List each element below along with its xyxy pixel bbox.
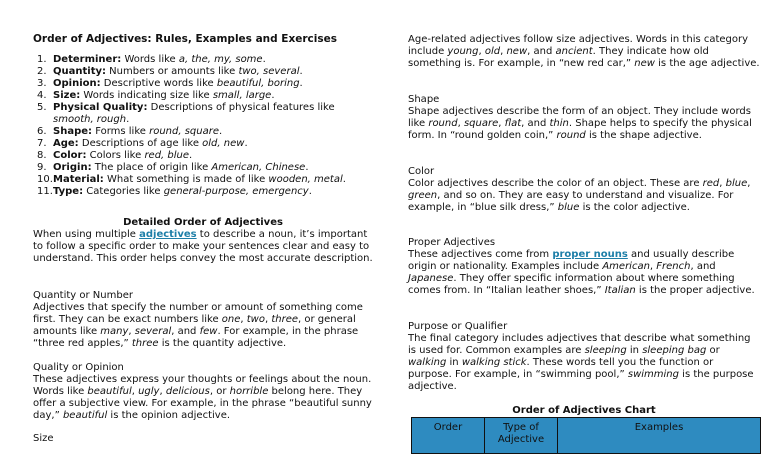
rule-text: Age: Descriptions of age like old, new. xyxy=(53,138,248,149)
rule-number: 2. xyxy=(37,66,47,77)
section-proper xyxy=(408,237,760,297)
opinion-heading: Quality or Opinion xyxy=(33,362,124,373)
order-chart-table xyxy=(411,417,761,454)
rule-number: 6. xyxy=(37,126,47,137)
rule-text: Color: Colors like red, blue. xyxy=(53,150,193,161)
rules-list xyxy=(37,54,377,198)
rule-item xyxy=(37,162,377,174)
quantity-paragraph: Adjectives that specify the number or amount of something come first. They can be exact numbers like one, two, three, or general amounts like many, several, and few. For example, in the phrase “three red apples,” three is the quantity adjective. xyxy=(33,302,363,349)
age-paragraph: Age-related adjectives follow size adjectives. Words in this category include young, old, new, and ancient. They indicate how old something is. For example, in “new red car,” new is the age adjective. xyxy=(408,34,760,69)
section-age xyxy=(408,34,760,70)
header-type: Type of Adjective xyxy=(485,418,558,454)
adjectives-link[interactable]: adjectives xyxy=(139,229,197,240)
rule-number: 8. xyxy=(37,150,47,161)
purpose-heading: Purpose or Qualifier xyxy=(408,321,508,332)
rule-text: Size: Words indicating size like small, large. xyxy=(53,90,275,101)
detailed-intro xyxy=(33,229,373,265)
rule-item xyxy=(37,150,377,162)
proper-paragraph: These adjectives come from proper nouns and usually describe origin or nationality. Examples include American, French, and Japanese. They offer specific information about where something comes from. In “Italian leather shoes,” Italian is the proper adjective. xyxy=(408,249,755,296)
purpose-paragraph: The final category includes adjectives that describe what something is used for. Common examples are sleeping in sleeping bag or walking in walking stick. These words tell you the function or purpose. For example, in “swimming pool,” swimming is the purpose adjective. xyxy=(408,333,754,392)
rule-item xyxy=(37,186,377,198)
rule-number: 7. xyxy=(37,138,47,149)
rule-item xyxy=(37,66,377,78)
section-quantity xyxy=(33,290,373,350)
rule-text: Shape: Forms like round, square. xyxy=(53,126,223,137)
detailed-paragraph: When using multiple adjectives to describe a noun, it’s important to follow a specific order to make your sentences clear and easy to understand. This order helps convey the most accurate description. xyxy=(33,229,373,264)
rule-item xyxy=(37,174,377,186)
rule-text: Opinion: Descriptive words like beautiful, boring. xyxy=(53,78,303,89)
rule-number: 9. xyxy=(37,162,47,173)
chart-title: Order of Adjectives Chart xyxy=(512,405,656,416)
section-opinion xyxy=(33,362,373,422)
rule-text: Physical Quality: Descriptions of physical features like smooth, rough. xyxy=(53,102,335,125)
rule-item xyxy=(37,126,377,138)
rule-number: 11. xyxy=(37,186,53,197)
page-title: Order of Adjectives: Rules, Examples and Exercises xyxy=(33,33,337,45)
rule-number: 10. xyxy=(37,174,53,185)
section-shape xyxy=(408,94,760,142)
rule-item xyxy=(37,102,377,126)
size-heading: Size xyxy=(33,433,54,444)
header-order: Order xyxy=(412,418,485,454)
rule-number: 5. xyxy=(37,102,47,113)
rule-number: 1. xyxy=(37,54,47,65)
rule-item xyxy=(37,54,377,66)
rule-text: Determiner: Words like a, the, my, some. xyxy=(53,54,266,65)
section-size xyxy=(33,433,373,445)
color-heading: Color xyxy=(408,166,435,177)
color-paragraph: Color adjectives describe the color of an object. These are red, blue, green, and so on. They are easy to understand and visualize. For example, in “blue silk dress,” blue is the color adjective. xyxy=(408,178,751,213)
rule-item xyxy=(37,90,377,102)
header-examples: Examples xyxy=(558,418,761,454)
rule-text: Material: What something is made of like wooden, metal. xyxy=(53,174,346,185)
section-color xyxy=(408,166,760,214)
rule-number: 3. xyxy=(37,78,47,89)
proper-heading: Proper Adjectives xyxy=(408,237,496,248)
proper-nouns-link[interactable]: proper nouns xyxy=(552,249,628,260)
rule-item xyxy=(37,138,377,150)
rule-text: Type: Categories like general-purpose, emergency. xyxy=(53,186,312,197)
opinion-paragraph: These adjectives express your thoughts or feelings about the noun. Words like beautiful, ugly, delicious, or horrible belong here. They offer a subjective view. For example, in the phrase “beautiful sunny day,” beautiful is the opinion adjective. xyxy=(33,374,372,421)
quantity-heading: Quantity or Number xyxy=(33,290,133,301)
rule-item xyxy=(37,78,377,90)
shape-paragraph: Shape adjectives describe the form of an object. They include words like round, square, flat, and thin. Shape helps to specify the physical form. In “round golden coin,” round is the shape adjective. xyxy=(408,106,752,141)
rule-text: Origin: The place of origin like American, Chinese. xyxy=(53,162,309,173)
section-purpose xyxy=(408,321,760,393)
rule-number: 4. xyxy=(37,90,47,101)
rule-text: Quantity: Numbers or amounts like two, several. xyxy=(53,66,303,77)
shape-heading: Shape xyxy=(408,94,440,105)
table-header-row xyxy=(412,418,761,454)
detailed-heading: Detailed Order of Adjectives xyxy=(123,217,283,228)
